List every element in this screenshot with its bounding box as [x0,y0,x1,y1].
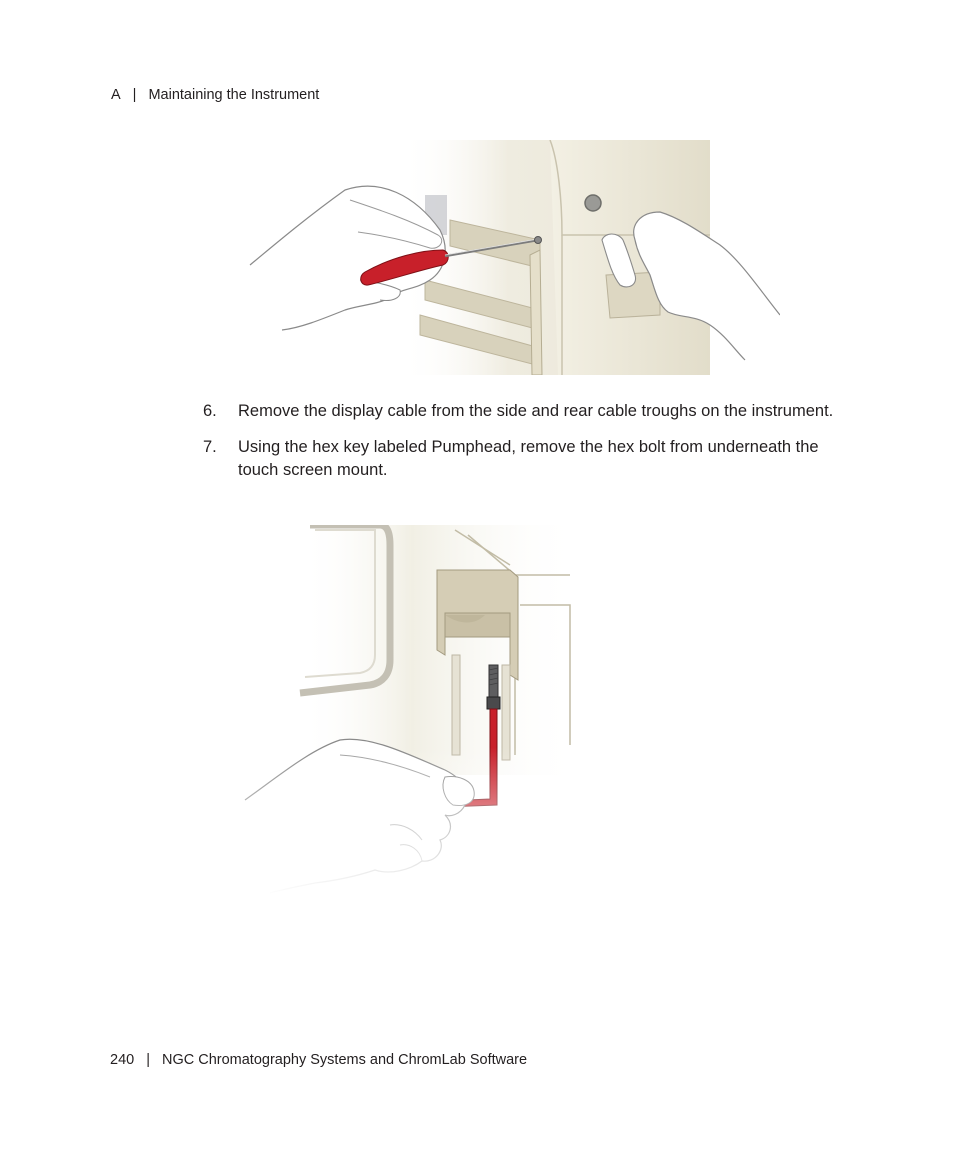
step-7 [203,436,853,482]
hex-key-removing-bolt-illustration [240,525,580,895]
footer-title: NGC Chromatography Systems and ChromLab Software [161,1052,528,1068]
procedure-steps [203,400,853,495]
step-6 [203,400,853,423]
screwdriver-removing-screw-illustration [240,140,780,375]
step-number: 7. [203,438,217,456]
running-header [111,87,319,103]
header-section: A [111,87,121,103]
header-title: Maintaining the Instrument [148,87,320,103]
step-text: Remove the display cable from the side and rear cable troughs on the instrument. [238,402,834,420]
step-number: 6. [203,402,217,420]
step-text: Using the hex key labeled Pumphead, remove the hex bolt from underneath the touch screen mount. [238,438,819,479]
header-separator: | [132,87,137,103]
running-footer [110,1052,527,1068]
page-number: 240 [110,1052,135,1068]
footer-separator: | [146,1052,150,1068]
